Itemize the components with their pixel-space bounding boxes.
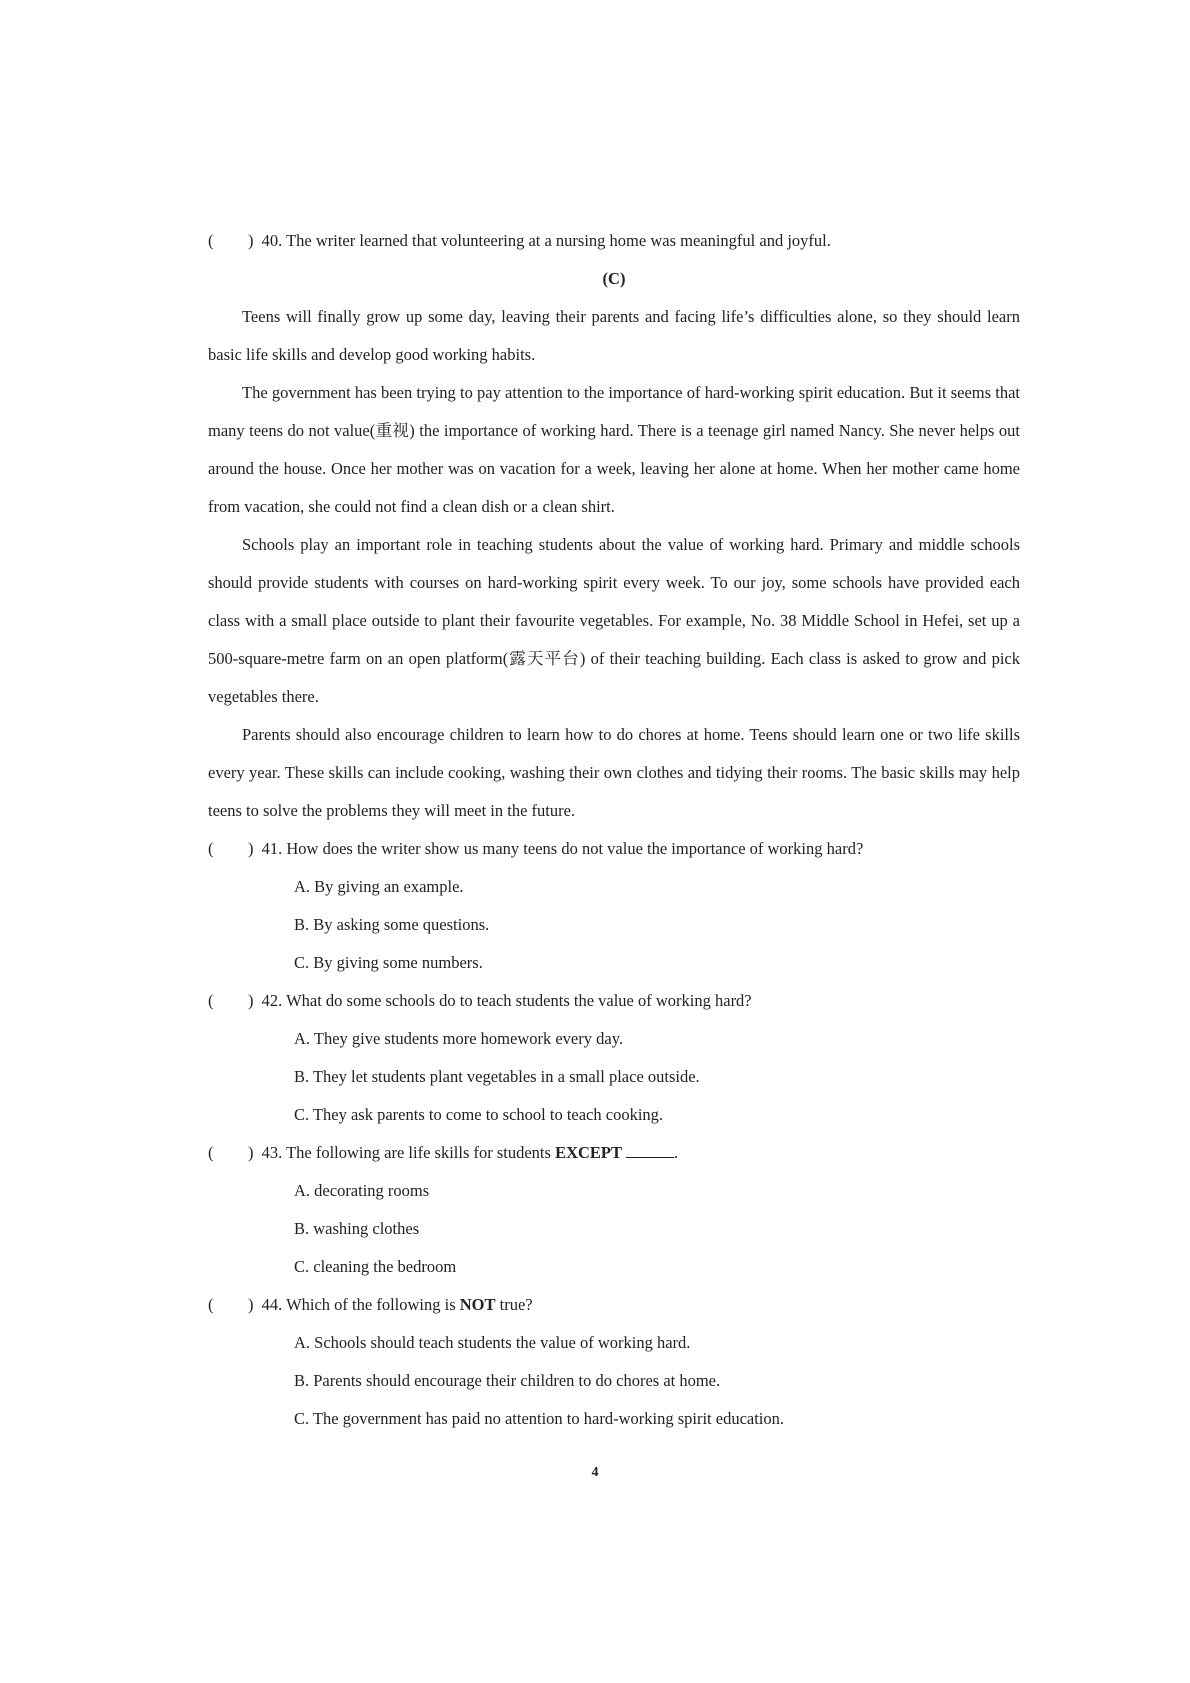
answer-paren-open: ( <box>208 991 214 1010</box>
page-number: 4 <box>591 1465 599 1480</box>
answer-paren-close: ) <box>248 231 254 250</box>
answer-paren-open: ( <box>208 1143 214 1162</box>
option-c: C. They ask parents to come to school to teach cooking. <box>294 1105 664 1124</box>
passage-paragraph-1 <box>208 298 1020 374</box>
question-number: 41. <box>261 839 283 858</box>
question-text: The following are life skills for students <box>286 1143 551 1162</box>
answer-blank <box>626 1142 674 1158</box>
question-number: 44. <box>261 1295 283 1314</box>
question-number: 43. <box>261 1143 283 1162</box>
answer-paren-close: ) <box>248 1295 254 1314</box>
question-42 <box>208 982 1020 1020</box>
passage-paragraph-2 <box>208 374 1020 526</box>
question-number: 42. <box>261 991 283 1010</box>
question-44 <box>208 1286 1020 1324</box>
question-text: The writer learned that volunteering at a nursing home was meaningful and joyful. <box>286 231 831 250</box>
option-c: C. The government has paid no attention to hard-working spirit education. <box>294 1409 785 1428</box>
option-c: C. By giving some numbers. <box>294 953 483 972</box>
question-text-end: true? <box>499 1295 533 1314</box>
answer-paren-open: ( <box>208 1295 214 1314</box>
question-text-end: . <box>674 1143 679 1162</box>
answer-paren-close: ) <box>248 839 254 858</box>
option-a: A. decorating rooms <box>294 1181 430 1200</box>
question-text: What do some schools do to teach students the value of working hard? <box>286 991 752 1010</box>
question-43 <box>208 1134 1020 1172</box>
option-b: B. Parents should encourage their children to do chores at home. <box>294 1371 721 1390</box>
question-number: 40. <box>261 231 283 250</box>
answer-paren-close: ) <box>248 1143 254 1162</box>
answer-paren-close: ) <box>248 991 254 1010</box>
question-emphasis: EXCEPT <box>555 1143 623 1162</box>
answer-paren-open: ( <box>208 839 214 858</box>
question-41 <box>208 830 1020 868</box>
option-b: B. washing clothes <box>294 1219 420 1238</box>
option-a: A. They give students more homework every day. <box>294 1029 624 1048</box>
page-content <box>208 222 1020 1438</box>
paragraph-text: Teens will finally grow up some day, leaving their parents and facing life’s difficulties alone, so they should learn basic life skills and develop good working habits. <box>208 307 1020 364</box>
passage-paragraph-4 <box>208 716 1020 830</box>
option-b: B. They let students plant vegetables in a small place outside. <box>294 1067 700 1086</box>
paragraph-text: Schools play an important role in teaching students about the value of working hard. Primary and middle schools should provide students with courses on hard-working spirit every week. To our joy, some schools have provided each class with a small place outside to plant their favourite vegetables. For example, No. 38 Middle School in Hefei, set up a 500-square-metre farm on an open platform(露天平台) of their teaching building. Each class is asked to grow and pick vegetables there. <box>208 535 1020 706</box>
passage-paragraph-3 <box>208 526 1020 716</box>
option-b: B. By asking some questions. <box>294 915 490 934</box>
question-text: How does the writer show us many teens do not value the importance of working hard? <box>286 839 864 858</box>
option-c: C. cleaning the bedroom <box>294 1257 457 1276</box>
section-label: (C) <box>602 269 626 288</box>
question-text: Which of the following is <box>286 1295 456 1314</box>
option-a: A. Schools should teach students the value of working hard. <box>294 1333 691 1352</box>
question-40 <box>208 222 1020 260</box>
option-a: A. By giving an example. <box>294 877 464 896</box>
question-emphasis: NOT <box>459 1295 496 1314</box>
paragraph-text: The government has been trying to pay attention to the importance of hard-working spirit education. But it seems that many teens do not value(重视) the importance of working hard. There is a teenage girl named Nancy. She never helps out around the house. Once her mother was on vacation for a week, leaving her alone at home. When her mother came home from vacation, she could not find a clean dish or a clean shirt. <box>208 383 1020 516</box>
paragraph-text: Parents should also encourage children to learn how to do chores at home. Teens should learn one or two life skills every year. These skills can include cooking, washing their own clothes and tidying their rooms. The basic skills may help teens to solve the problems they will meet in the future. <box>208 725 1020 820</box>
answer-paren-open: ( <box>208 231 214 250</box>
